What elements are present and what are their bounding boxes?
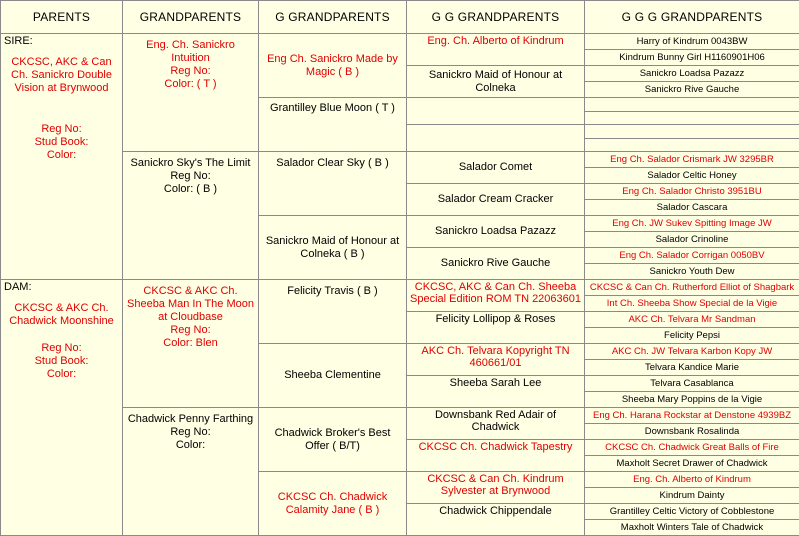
g4-24: Sheeba Mary Poppins de la Vigie (585, 392, 799, 408)
g4-20: Felicity Pepsi (585, 328, 799, 344)
gp-color: Color: Blen (126, 337, 255, 350)
g4-30: Kindrum Dainty (585, 488, 799, 504)
ggp-7: Chadwick Broker's Best Offer ( B/T) (259, 408, 407, 472)
g4-12: Salador Cascara (585, 200, 799, 216)
gp-color: Color: (126, 439, 255, 452)
gp-reg: Reg No: (126, 324, 255, 337)
ggp-1: Eng Ch. Sanickro Made by Magic ( B ) (259, 34, 407, 98)
g4-23: Telvara Casablanca (585, 376, 799, 392)
g4-8 (585, 138, 799, 152)
gggp-14: CKCSC Ch. Chadwick Tapestry (407, 440, 585, 472)
g4-13: Eng Ch. JW Sukev Spitting Image JW (585, 216, 799, 232)
g4-19: AKC Ch. Telvara Mr Sandman (585, 312, 799, 328)
g4-4: Sanickro Rive Gauche (585, 82, 799, 98)
gggp-16: Chadwick Chippendale (407, 504, 585, 536)
dam-reg: Reg No: (4, 342, 119, 355)
g4-32: Maxholt Winters Tale of Chadwick (585, 520, 799, 536)
gp-color: Color: ( B ) (126, 183, 255, 196)
g4-21: AKC Ch. JW Telvara Karbon Kopy JW (585, 344, 799, 360)
gp-name: Sanickro Sky's The Limit (126, 153, 255, 170)
g4-6 (585, 111, 799, 125)
gp-sire-dam (123, 152, 259, 280)
g4-15: Eng Ch. Salador Corrigan 0050BV (585, 248, 799, 264)
g4-3: Sanickro Loadsa Pazazz (585, 66, 799, 82)
gggp-11: AKC Ch. Telvara Kopyright TN 460661/01 (407, 344, 585, 376)
header-parents: PARENTS (1, 1, 123, 34)
g4-22: Telvara Kandice Marie (585, 360, 799, 376)
header-row (1, 1, 799, 34)
dam-stud: Stud Book: (4, 355, 119, 368)
header-ggg-grandparents: G G G GRANDPARENTS (585, 1, 799, 34)
dam-label: DAM: (4, 281, 119, 294)
gp-name: Chadwick Penny Farthing (126, 409, 255, 426)
g4-27: CKCSC Ch. Chadwick Great Balls of Fire (585, 440, 799, 456)
g4-25: Eng Ch. Harana Rockstar at Denstone 4939BZ (585, 408, 799, 424)
gp-dam-dam (123, 408, 259, 536)
g4-28: Maxholt Secret Drawer of Chadwick (585, 456, 799, 472)
gggp-13: Downsbank Red Adair of Chadwick (407, 408, 585, 440)
dam-cell (1, 280, 123, 536)
g4-9: Eng Ch. Salador Crismark JW 3295BR (585, 152, 799, 168)
gp-name: CKCSC & AKC Ch. Sheeba Man In The Moon at Cloudbase (126, 281, 255, 324)
g4-10: Salador Celtic Honey (585, 168, 799, 184)
sire-reg: Reg No: (4, 123, 119, 136)
g4-5 (585, 98, 799, 112)
gggp-2: Sanickro Maid of Honour at Colneka (407, 66, 585, 98)
ggp-8: CKCSC Ch. Chadwick Calamity Jane ( B ) (259, 472, 407, 536)
g4-17: CKCSC & Can Ch. Rutherford Elliot of Shagbark (585, 280, 799, 296)
gp-dam-sire (123, 280, 259, 408)
gggp-3 (407, 98, 585, 125)
gp-color: Color: ( T ) (126, 78, 255, 91)
g4-26: Downsbank Rosalinda (585, 424, 799, 440)
gp-name: Eng. Ch. Sanickro Intuition (126, 35, 255, 65)
gp-reg: Reg No: (126, 426, 255, 439)
ggp-4: Sanickro Maid of Honour at Colneka ( B ) (259, 216, 407, 280)
sire-label: SIRE: (4, 35, 119, 48)
g4-29: Eng. Ch. Alberto of Kindrum (585, 472, 799, 488)
sire-color: Color: (4, 149, 119, 162)
gggp-6: Salador Cream Cracker (407, 184, 585, 216)
gggp-12: Sheeba Sarah Lee (407, 376, 585, 408)
sire-stud: Stud Book: (4, 136, 119, 149)
g4-14: Salador Crinoline (585, 232, 799, 248)
gggp-10: Felicity Lollipop & Roses (407, 312, 585, 344)
dam-name: CKCSC & AKC Ch. Chadwick Moonshine (4, 302, 119, 328)
g4-31: Grantilley Celtic Victory of Cobblestone (585, 504, 799, 520)
g4-2: Kindrum Bunny Girl H1160901H06 (585, 50, 799, 66)
gggp-9: CKCSC, AKC & Can Ch. Sheeba Special Edition ROM TN 22063601 (407, 280, 585, 312)
g4-18: Int Ch. Sheeba Show Special de la Vigie (585, 296, 799, 312)
gggp-7: Sanickro Loadsa Pazazz (407, 216, 585, 248)
header-gg-grandparents: G G GRANDPARENTS (407, 1, 585, 34)
ggp-5: Felicity Travis ( B ) (259, 280, 407, 344)
sire-cell (1, 34, 123, 280)
g4-7 (585, 125, 799, 139)
gggp-8: Sanickro Rive Gauche (407, 248, 585, 280)
ggp-6: Sheeba Clementine (259, 344, 407, 408)
gp-reg: Reg No: (126, 170, 255, 183)
gp-reg: Reg No: (126, 65, 255, 78)
ggp-2: Grantilley Blue Moon ( T ) (259, 98, 407, 152)
g4-11: Eng Ch. Salador Christo 3951BU (585, 184, 799, 200)
header-grandparents: GRANDPARENTS (123, 1, 259, 34)
sire-name: CKCSC, AKC & Can Ch. Sanickro Double Vision at Brynwood (4, 56, 119, 95)
gggp-15: CKCSC & Can Ch. Kindrum Sylvester at Brynwood (407, 472, 585, 504)
g4-16: Sanickro Youth Dew (585, 264, 799, 280)
gggp-4 (407, 125, 585, 152)
ggp-3: Salador Clear Sky ( B ) (259, 152, 407, 216)
gggp-5: Salador Comet (407, 152, 585, 184)
gp-sire-sire (123, 34, 259, 152)
gggp-1: Eng. Ch. Alberto of Kindrum (407, 34, 585, 66)
header-g-grandparents: G GRANDPARENTS (259, 1, 407, 34)
dam-color: Color: (4, 368, 119, 381)
g4-1: Harry of Kindrum 0043BW (585, 34, 799, 50)
